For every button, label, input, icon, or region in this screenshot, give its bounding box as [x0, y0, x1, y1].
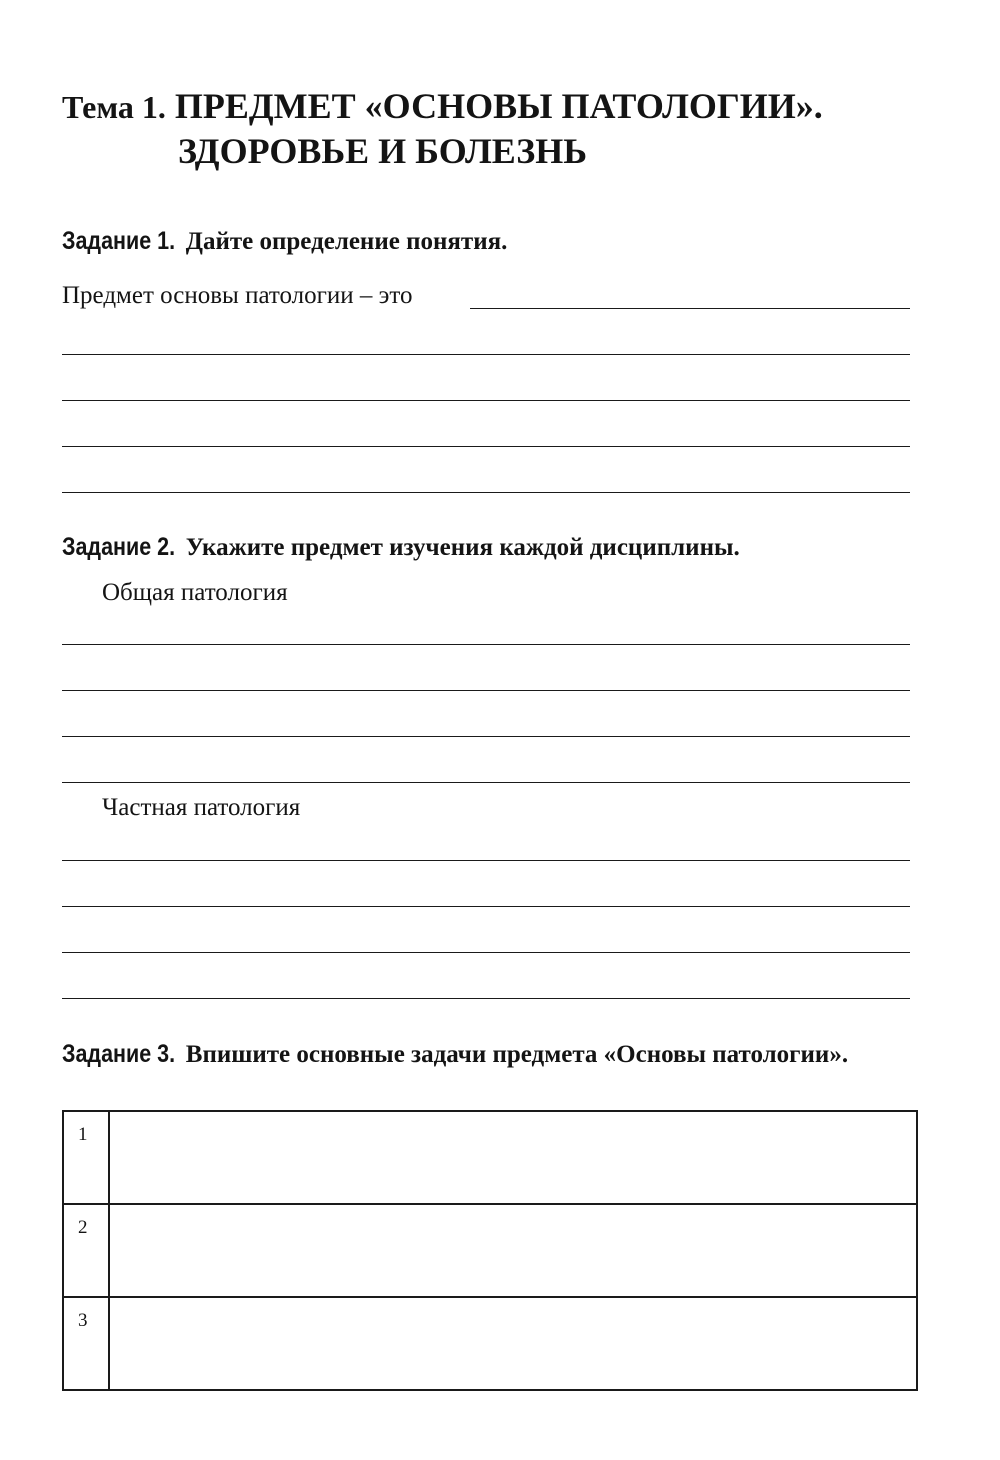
- task3-label: Задание 3.: [62, 1040, 176, 1068]
- answer-cell[interactable]: [109, 1111, 917, 1204]
- topic-title-line2: ЗДОРОВЬЕ И БОЛЕЗНЬ: [178, 131, 588, 171]
- task2-heading: [62, 532, 740, 563]
- task2-special-answer-line[interactable]: [62, 998, 910, 999]
- task2-special-answer-line[interactable]: [62, 906, 910, 907]
- task1-answer-line[interactable]: [62, 492, 910, 493]
- task1-answer-line[interactable]: [470, 308, 910, 309]
- task1-answer-line[interactable]: [62, 446, 910, 447]
- topic-title-line1: ПРЕДМЕТ «ОСНОВЫ ПАТОЛОГИИ».: [174, 86, 823, 126]
- task3-table: [62, 1110, 918, 1391]
- topic-title: [62, 84, 823, 173]
- row-number: 2: [63, 1204, 109, 1297]
- task2-instruction: Укажите предмет изучения каждой дисциплины.: [185, 534, 740, 561]
- row-number: 1: [63, 1111, 109, 1204]
- task2-general-answer-line[interactable]: [62, 644, 910, 645]
- task3-heading: [62, 1039, 848, 1070]
- task1-prompt: Предмет основы патологии – это: [62, 282, 413, 309]
- table-row: [63, 1297, 917, 1390]
- task2-special-answer-line[interactable]: [62, 860, 910, 861]
- task1-answer-line[interactable]: [62, 354, 910, 355]
- task1-instruction: Дайте определение понятия.: [185, 228, 508, 255]
- row-number: 3: [63, 1297, 109, 1390]
- task2-subject-special: Частная патология: [102, 794, 301, 821]
- task2-general-answer-line[interactable]: [62, 782, 910, 783]
- answer-cell[interactable]: [109, 1204, 917, 1297]
- topic-prefix: Тема 1.: [62, 89, 166, 125]
- task2-general-answer-line[interactable]: [62, 736, 910, 737]
- task2-general-answer-line[interactable]: [62, 690, 910, 691]
- task1-heading: [62, 226, 507, 257]
- table-row: [63, 1204, 917, 1297]
- task1-label: Задание 1.: [62, 227, 176, 255]
- task3-instruction: Впишите основные задачи предмета «Основы патологии».: [185, 1041, 849, 1068]
- answer-cell[interactable]: [109, 1297, 917, 1390]
- table-row: [63, 1111, 917, 1204]
- task2-subject-general: Общая патология: [102, 579, 288, 606]
- task2-label: Задание 2.: [62, 533, 176, 561]
- task1-answer-line[interactable]: [62, 400, 910, 401]
- task2-special-answer-line[interactable]: [62, 952, 910, 953]
